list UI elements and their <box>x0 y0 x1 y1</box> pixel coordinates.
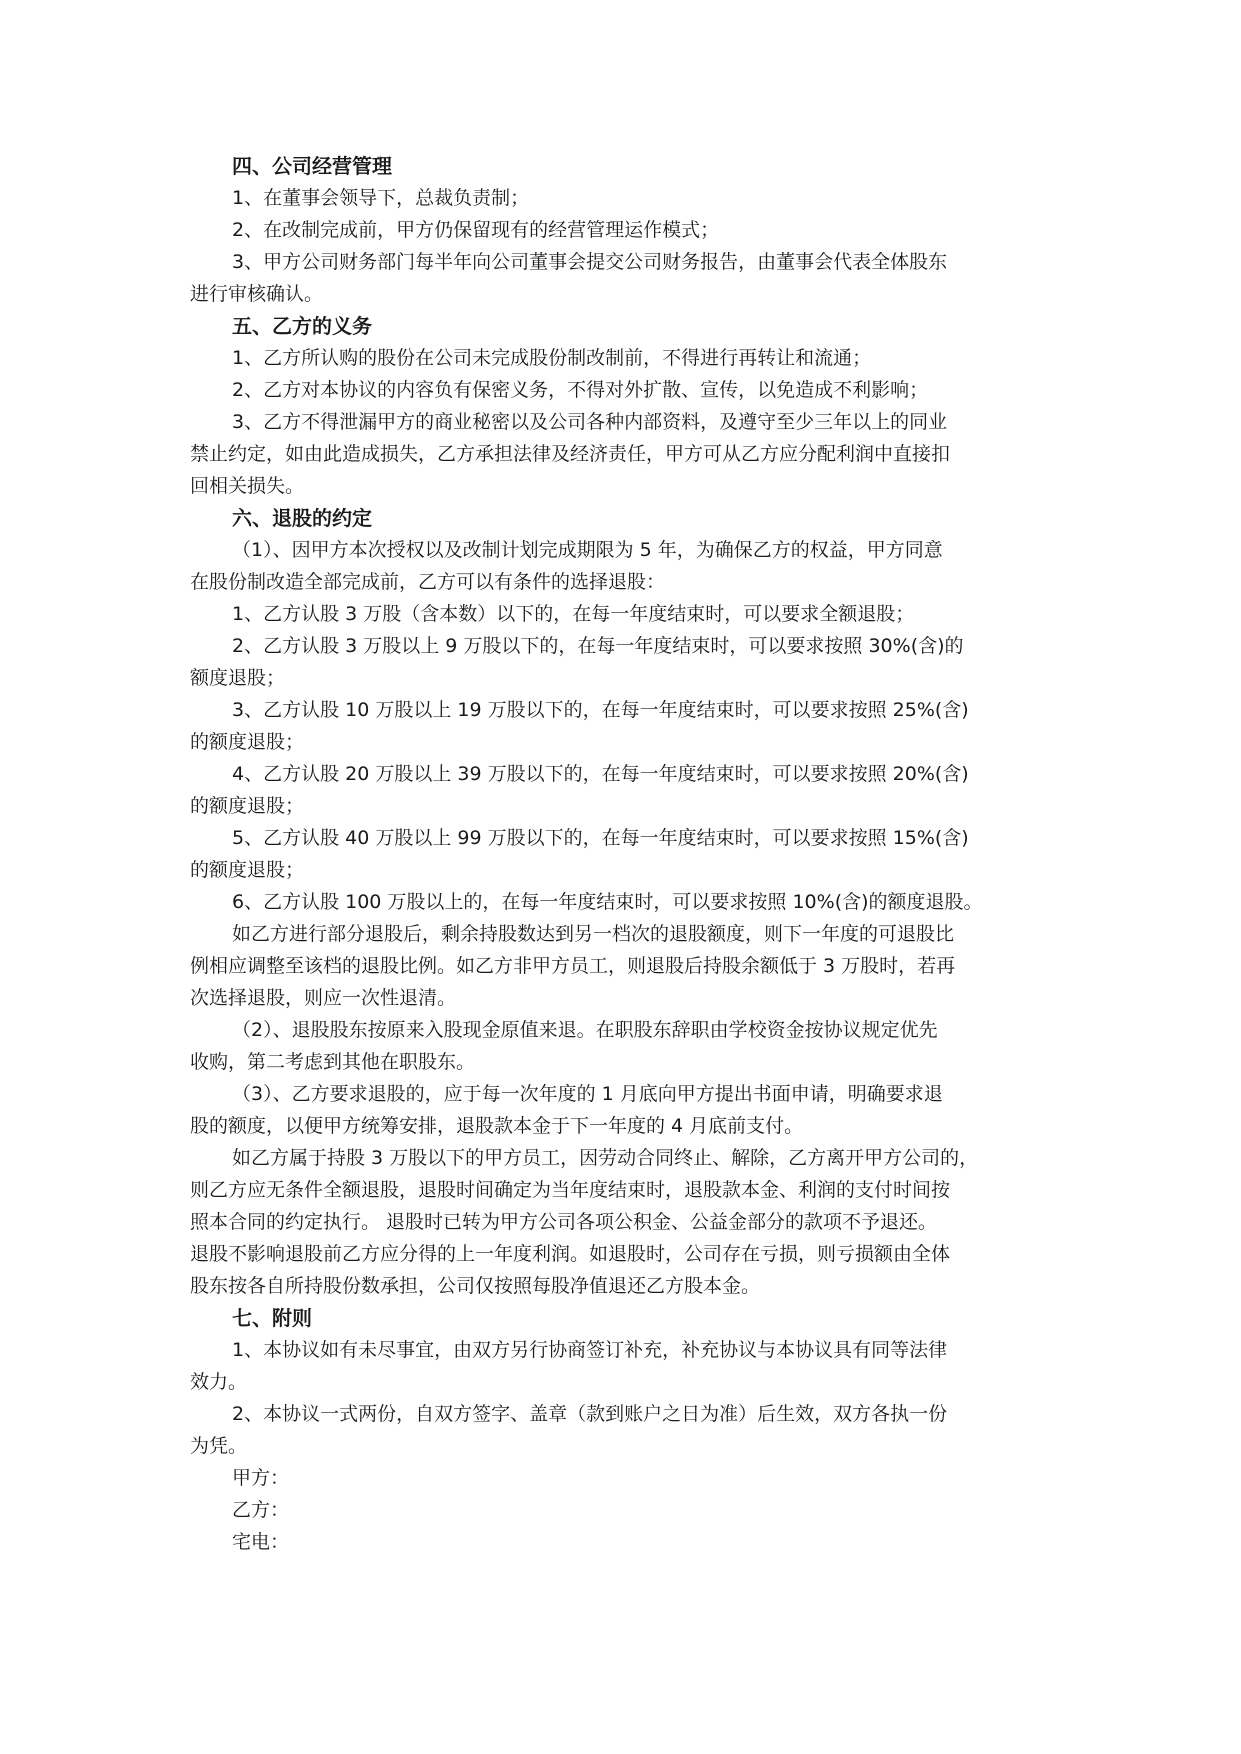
paragraph <box>190 406 1048 502</box>
paragraph-line: （2）、退股股东按原来入股现金原值来退。在职股东辞职由学校资金按协议规定优先 <box>232 1019 938 1041</box>
paragraph-line: 回相关损失。 <box>190 475 305 497</box>
paragraph-line: （3）、乙方要求退股的，应于每一次年度的 1 月底向甲方提出书面申请，明确要求退 <box>232 1083 943 1105</box>
party-b-label: 乙方： <box>232 1499 290 1521</box>
section-heading: 六、退股的约定 <box>232 506 372 530</box>
party-a-label: 甲方： <box>232 1467 290 1489</box>
paragraph <box>190 694 1048 758</box>
paragraph <box>190 1398 1048 1462</box>
paragraph-line: 如乙方属于持股 3 万股以下的甲方员工，因劳动合同终止、解除，乙方离开甲方公司的， <box>232 1147 979 1169</box>
paragraph-line: 的额度退股； <box>190 795 305 817</box>
paragraph-line: 如乙方进行部分退股后，剩余持股数达到另一档次的退股额度，则下一年度的可退股比 <box>232 923 955 945</box>
paragraph-line: 6、乙方认股 100 万股以上的，在每一年度结束时，可以要求按照 10%(含)的额度退股。 <box>232 891 983 913</box>
paragraph-line: 收购，第二考虑到其他在职股东。 <box>190 1051 476 1073</box>
paragraph-line: 2、乙方认股 3 万股以上 9 万股以下的，在每一年度结束时，可以要求按照 30%(含)的 <box>232 635 964 657</box>
paragraph <box>190 534 1048 598</box>
paragraph-line: 效力。 <box>190 1371 248 1393</box>
paragraph <box>190 630 1048 694</box>
paragraph-line: 照本合同的约定执行。 退股时已转为甲方公司各项公积金、公益金部分的款项不予退还。 <box>190 1211 938 1233</box>
paragraph <box>190 1078 1048 1142</box>
paragraph <box>190 374 1048 406</box>
paragraph-line: 3、甲方公司财务部门每半年向公司董事会提交公司财务报告，由董事会代表全体股东 <box>232 251 948 273</box>
paragraph-line: （1）、因甲方本次授权以及改制计划完成期限为 5 年，为确保乙方的权益，甲方同意 <box>232 539 943 561</box>
section-heading: 五、乙方的义务 <box>232 314 372 338</box>
paragraph-line: 2、本协议一式两份，自双方签字、盖章（款到账户之日为准）后生效，双方各执一份 <box>232 1403 948 1425</box>
paragraph <box>190 1334 1048 1398</box>
paragraph-line: 1、本协议如有未尽事宜，由双方另行协商签订补充，补充协议与本协议具有同等法律 <box>232 1339 948 1361</box>
paragraph-line: 2、在改制完成前，甲方仍保留现有的经营管理运作模式； <box>232 219 720 241</box>
paragraph-line: 例相应调整至该档的退股比例。如乙方非甲方员工，则退股后持股余额低于 3 万股时，若再 <box>190 955 956 977</box>
paragraph-line: 在股份制改造全部完成前，乙方可以有条件的选择退股： <box>190 571 666 593</box>
paragraph-line: 3、乙方认股 10 万股以上 19 万股以下的，在每一年度结束时，可以要求按照 25%(含) <box>232 699 969 721</box>
paragraph <box>190 182 1048 214</box>
paragraph <box>190 758 1048 822</box>
section-party-b-obligations <box>190 310 1048 502</box>
paragraph <box>190 214 1048 246</box>
section-company-management <box>190 150 1048 310</box>
paragraph-line: 股的额度，以便甲方统筹安排，退股款本金于下一年度的 4 月底前支付。 <box>190 1115 804 1137</box>
paragraph <box>190 1014 1048 1078</box>
paragraph-line: 4、乙方认股 20 万股以上 39 万股以下的，在每一年度结束时，可以要求按照 20%(含) <box>232 763 969 785</box>
paragraph-line: 额度退股； <box>190 667 286 689</box>
paragraph-line: 退股不影响退股前乙方应分得的上一年度利润。如退股时，公司存在亏损，则亏损额由全体 <box>190 1243 951 1265</box>
paragraph-line: 1、在董事会领导下，总裁负责制； <box>232 187 530 209</box>
paragraph-line: 为凭。 <box>190 1435 248 1457</box>
signature-block <box>190 1462 1048 1558</box>
section-heading: 七、附则 <box>232 1306 312 1330</box>
paragraph-line: 2、乙方对本协议的内容负有保密义务，不得对外扩散、宣传，以免造成不利影响； <box>232 379 929 401</box>
paragraph-line: 1、乙方所认购的股份在公司未完成股份制改制前，不得进行再转让和流通； <box>232 347 872 369</box>
paragraph <box>190 886 1048 918</box>
paragraph-line: 股东按各自所持股份数承担，公司仅按照每股净值退还乙方股本金。 <box>190 1275 761 1297</box>
paragraph-line: 3、乙方不得泄漏甲方的商业秘密以及公司各种内部资料，及遵守至少三年以上的同业 <box>232 411 948 433</box>
paragraph-line: 禁止约定，如由此造成损失，乙方承担法律及经济责任，甲方可从乙方应分配利润中直接扣 <box>190 443 951 465</box>
paragraph-line: 1、乙方认股 3 万股（含本数）以下的，在每一年度结束时，可以要求全额退股； <box>232 603 915 625</box>
paragraph-line: 则乙方应无条件全额退股，退股时间确定为当年度结束时，退股款本金、利润的支付时间按 <box>190 1179 951 1201</box>
paragraph-line: 5、乙方认股 40 万股以上 99 万股以下的，在每一年度结束时，可以要求按照 15%(含) <box>232 827 969 849</box>
paragraph-line: 进行审核确认。 <box>190 283 324 305</box>
section-heading: 四、公司经营管理 <box>232 154 392 178</box>
paragraph-line: 的额度退股； <box>190 859 305 881</box>
section-share-withdrawal <box>190 502 1048 1302</box>
paragraph <box>190 918 1048 1014</box>
paragraph <box>190 598 1048 630</box>
paragraph <box>190 1142 1048 1302</box>
phone-label: 宅电： <box>232 1531 290 1553</box>
paragraph <box>190 246 1048 310</box>
paragraph <box>190 822 1048 886</box>
document-page <box>190 150 1048 1558</box>
section-supplementary-provisions <box>190 1302 1048 1462</box>
paragraph-line: 次选择退股，则应一次性退清。 <box>190 987 457 1009</box>
paragraph <box>190 342 1048 374</box>
paragraph-line: 的额度退股； <box>190 731 305 753</box>
